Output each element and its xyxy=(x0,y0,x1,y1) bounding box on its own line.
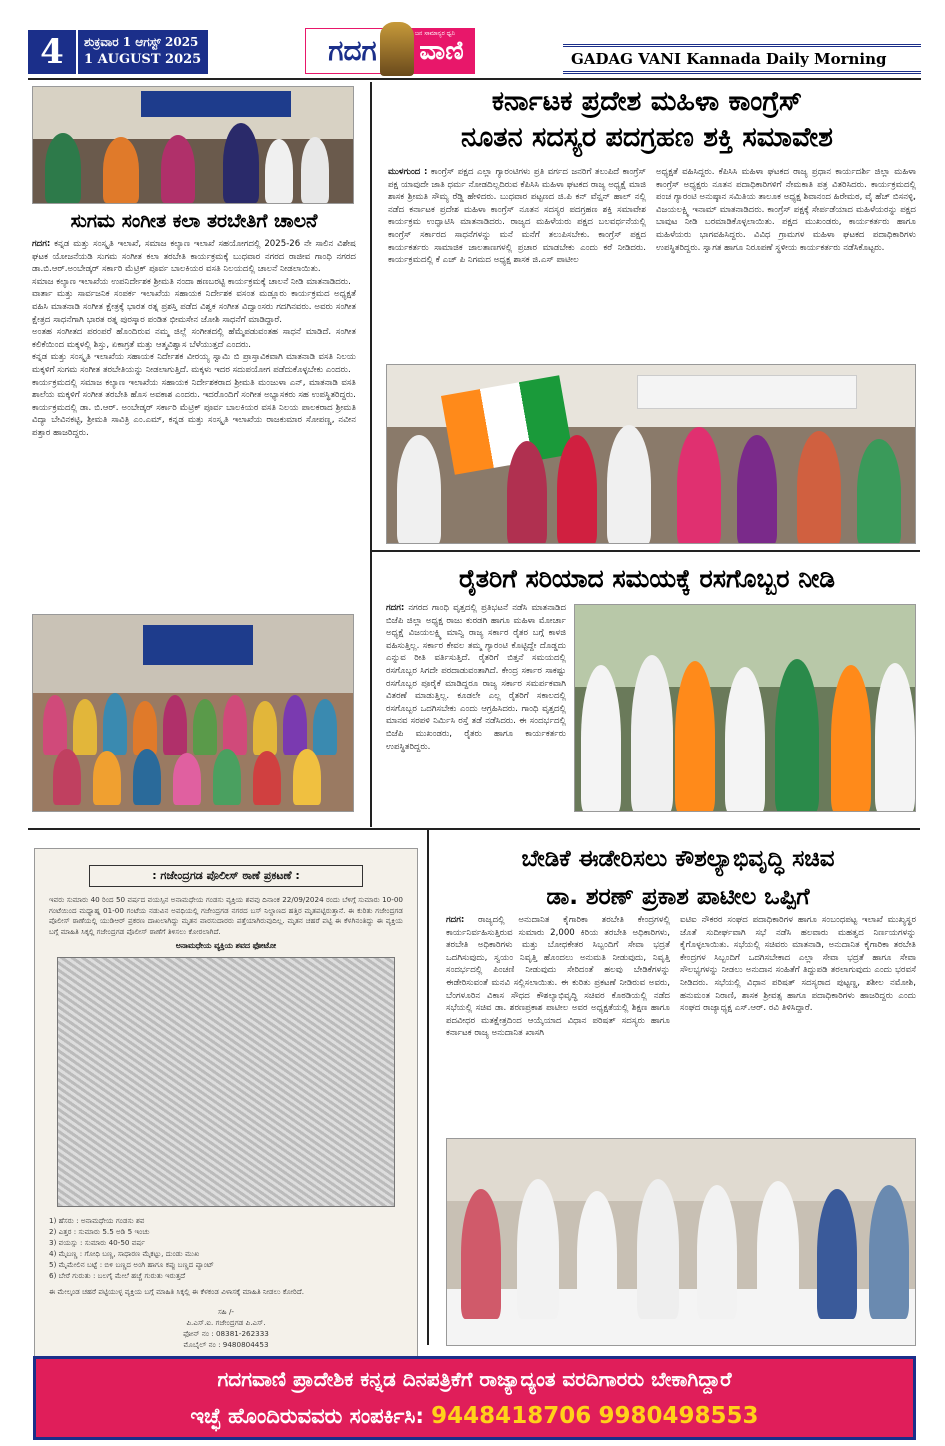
music-paragraph: ಕಾರ್ಯಕ್ರಮದಲ್ಲಿ ಡಾ. ಬಿ.ಆರ್. ಅಂಬೇಡ್ಕರ್ ಸರ್ಕಾರಿ ಮೆಟ್ರಿಕ್ ಪೂರ್ವ ಬಾಲಕಿಯರ ವಸತಿ ನಿಲಯ ಪಾಲಕರಾದ ಶ್ರೀಮತಿ ವಿದ್ಯಾ ಬೇವಿನಕಟ್ಟಿ, ಶ್ರೀಮತಿ ಸಾವಿತ್ರಿ ಎಂ.ಎಮ್, ಕನ್ನಡ ಮತ್ತು ಸಂಸ್ಕೃತಿ ಇಲಾಖೆಯ ರಾಜಕುಮಾರ ಸೋಪಣ್ಣ, ನವೀನ ಪತ್ತಾರ ಹಾಜರಿದ್ದರು. xyxy=(32,402,356,438)
column-divider xyxy=(427,830,429,1345)
notice-sign-line: ಮೊಬೈಲ್ ನಂ : 9480804453 xyxy=(183,1339,269,1349)
music-paragraph: ಸಮಾಜ ಕಲ್ಯಾಣ ಇಲಾಖೆಯ ಉಪನಿರ್ದೇಶಕ ಶ್ರೀಮತಿ ನಂದಾ ಹಣಬರಟ್ಟಿ ಕಾರ್ಯಕ್ರಮಕ್ಕೆ ಚಾಲನೆ ನೀಡಿ ಮಾತನಾಡಿದರು. xyxy=(32,276,351,287)
notice-photo-caption: ಅನಾಮಧೇಯ ವ್ಯಕ್ತಿಯ ಶವದ ಫೋಟೋ xyxy=(175,941,277,951)
logo-text-left: ಗದಗ xyxy=(305,28,400,74)
music-headline: ಸುಗಮ ಸಂಗೀತ ಕಲಾ ತರಬೇತಿಗೆ ಚಾಲನೆ xyxy=(70,210,318,232)
page-number: 4 xyxy=(28,30,76,74)
notice-sign-line: ಸಹಿ /- xyxy=(217,1306,235,1316)
music-paragraph: ಅಂತಹ ಸಂಗೀತದ ಪರಂಪರೆ ಹೊಂದಿರುವ ನಮ್ಮ ಜಿಲ್ಲೆ ಸಂಗೀತದಲ್ಲಿ ಹೆಮ್ಮೆಪಡುವಂತಹ ಸಾಧನೆ ಮಾಡಿದೆ. ಸಂಗೀತ ಕಲಿಕೆಯಿಂದ ಮಕ್ಕಳಲ್ಲಿ ಶಿಸ್ತು, ಏಕಾಗ್ರತೆ ಮತ್ತು ಆತ್ಮವಿಶ್ವಾಸ ಬೆಳೆಯುತ್ತದೆ ಎಂದರು. xyxy=(32,327,356,350)
logo-tagline: ಜನ ಸಾಮಾನ್ಯರ ಧ್ವನಿ xyxy=(415,30,455,37)
issue-date xyxy=(78,30,208,74)
masthead xyxy=(0,0,945,78)
music-paragraph: ಕನ್ನಡ ಮತ್ತು ಸಂಸ್ಕೃತಿ ಇಲಾಖೆ, ಸಮಾಜ ಕಲ್ಯಾಣ ಇಲಾಖೆ ಸಹಯೋಗದಲ್ಲಿ 2025-26 ನೇ ಸಾಲಿನ ವಿಶೇಷ ಘಟಕ ಯೋಜನೆಯಡಿ ಸುಗಮ ಸಂಗೀತ ಕಲಾ ತರಬೇತಿ ಕಾರ್ಯಕ್ರಮಕ್ಕೆ ಬುಧವಾರ ನಗರದ ರಾಜೀವ ಗಾಂಧಿ ನಗರದ ಡಾ.ಬಿ.ಆರ್.ಅಂಬೇಡ್ಕರ್ ಸರ್ಕಾರಿ ಮೆಟ್ರಿಕ್ ಪೂರ್ವ ಬಾಲಕಿಯರ ವಸತಿ ನಿಲಯದಲ್ಲಿ ಚಾಲನೆ ನೀಡಲಾಯಿತು. xyxy=(32,239,356,275)
notice-detail-item: 6) ಬೇರೆ ಗುರುತು : ಬಲಗೈ ಮೇಲೆ ಹಚ್ಚೆ ಗುರುತು ಇರುತ್ತದೆ xyxy=(49,1271,186,1281)
section-divider xyxy=(28,828,920,830)
music-paragraph: ಕಾರ್ಯಕ್ರಮದಲ್ಲಿ ಸಮಾಜ ಕಲ್ಯಾಣ ಇಲಾಖೆಯ ಸಹಾಯಕ ನಿರ್ದೇಶಕರಾದ ಶ್ರೀಮತಿ ಮಂಜುಳಾ ಎನ್, ಮಾತನಾಡಿ ವಸತಿ ಶಾಲೆಯ ಮಕ್ಕಳಿಗೆ ಸಂಗೀತ ತರಬೇತಿ ಹೊಸ ಅವಕಾಶ ಎಂದರು. ಇದರೊಂದಿಗೆ ಸಂಗೀತ ಅಭ್ಯಾಸಕರು ಸಹ ಉಪಸ್ಥಿತರಿದ್ದರು. xyxy=(32,377,356,401)
minister-headline-line1: ಬೇಡಿಕೆ ಈಡೇರಿಸಲು ಕೌಶಲ್ಯಾಭಿವೃದ್ಧಿ ಸಚಿವ xyxy=(521,846,835,872)
fertilizer-headline: ರೈತರಿಗೆ ಸರಿಯಾದ ಸಮಯಕ್ಕೆ ರಸಗೊಬ್ಬರ ನೀಡಿ xyxy=(458,564,836,593)
fertilizer-protest-photo xyxy=(574,604,916,812)
minister-meeting-photo xyxy=(446,1138,916,1346)
issue-date-kannada: ಶುಕ್ರವಾರ 1 ಆಗಸ್ಟ್ 2025 xyxy=(84,35,199,49)
congress-dateline: ಮುಳಗುಂದ : xyxy=(388,167,428,177)
notice-detail-item: 4) ಮೈಬಣ್ಣ : ಗೋಧಿ ಬಣ್ಣ, ಸಾಧಾರಣ ಮೈಕಟ್ಟು, ದುಂಡು ಮುಖ xyxy=(49,1249,200,1259)
fertilizer-text: ನಗರದ ಗಾಂಧಿ ವೃತ್ತದಲ್ಲಿ ಪ್ರತಿಭಟನೆ ನಡೆಸಿ ಮಾತನಾಡಿದ ಬಿಜೆಪಿ ಜಿಲ್ಲಾ ಅಧ್ಯಕ್ಷ ರಾಜು ಕುರಡಗಿ ಹಾಗೂ ಮಹಿಳಾ ಮೋರ್ಚಾ ಅಧ್ಯಕ್ಷೆ ವಿಜಯಲಕ್ಷ್ಮಿ ಮಾನ್ವಿ ರಾಜ್ಯ ಸರ್ಕಾರ ರೈತರ ಬಗ್ಗೆ ಕಾಳಜಿ ವಹಿಸುತ್ತಿಲ್ಲ. ಸರ್ಕಾರ ಕೇವಲ ತಮ್ಮ ಗ್ಯಾರಂಟಿ ಕೊಟ್ಟಿದ್ದೇ ದೊಡ್ಡದು ಎನ್ನುವ ರೀತಿ ವರ್ತಿಸುತ್ತಿದೆ. ರೈತರಿಗೆ ಬಿತ್ತನೆ ಸಮಯದಲ್ಲಿ ರಸಗೊಬ್ಬರ ಸಿಗದೇ ಪರದಾಡುವಂತಾಗಿದೆ. ಕೇಂದ್ರ ಸರ್ಕಾರ ಸಾಕಷ್ಟು ರಸಗೊಬ್ಬರ ಪೂರೈಕೆ ಮಾಡಿದ್ದರೂ ರಾಜ್ಯ ಸರ್ಕಾರ ಸಮರ್ಪಕವಾಗಿ ವಿತರಣೆ ಮಾಡುತ್ತಿಲ್ಲ. ಕೂಡಲೇ ಎಲ್ಲ ರೈತರಿಗೆ ಸಕಾಲದಲ್ಲಿ ರಸಗೊಬ್ಬರ ಒದಗಿಸಬೇಕು ಎಂದು ಆಗ್ರಹಿಸಿದರು. ಗಾಂಧಿ ವೃತ್ತದಲ್ಲಿ ಮಾನವ ಸರಪಳಿ ನಿರ್ಮಿಸಿ ರಸ್ತೆ ತಡೆ ನಡೆಸಿದರು. ಈ ಸಂದರ್ಭದಲ್ಲಿ ಬಿಜೆಪಿ ಮುಖಂಡರು, ರೈತರು ಹಾಗೂ ಕಾರ್ಯಕರ್ತರು ಉಪಸ್ಥಿತರಿದ್ದರು. xyxy=(386,603,566,752)
music-article-body xyxy=(32,238,356,608)
music-dateline: ಗದಗ: xyxy=(32,239,51,249)
notice-detail-item: 3) ವಯಸ್ಸು : ಸುಮಾರು 40-50 ವರ್ಷ xyxy=(49,1238,145,1248)
minister-dateline: ಗದಗ: xyxy=(446,915,465,925)
notice-details-list xyxy=(49,1215,403,1281)
music-stage-photo xyxy=(32,86,354,204)
masthead-rule xyxy=(28,78,921,80)
notice-intro: ಇವರು ಸುಮಾರು 40 ರಿಂದ 50 ವರ್ಷದ ವಯಸ್ಸಿನ ಅನಾಮಧೇಯ ಗಂಡಸು ವ್ಯಕ್ತಿಯ ಶವವು ದಿನಾಂಕ 22/09/2024 ರಂದು ಬೆಳಿಗ್ಗೆ ಸುಮಾರು 10-00 ಗಂಟೆಯಿಂದ ಮಧ್ಯಾಹ್ನ 01-00 ಗಂಟೆಯ ನಡುವಿನ ಅವಧಿಯಲ್ಲಿ ಗಜೇಂದ್ರಗಡ ನಗರದ ಬಸ್ ನಿಲ್ದಾಣದ ಹತ್ತಿರ ಮೃತಪಟ್ಟಿರುತ್ತಾನೆ. ಈ ಕುರಿತು ಗಜೇಂದ್ರಗಡ ಪೊಲೀಸ್ ಠಾಣೆಯಲ್ಲಿ ಯುಡಿಆರ್ ಪ್ರಕರಣ ದಾಖಲಾಗಿದ್ದು ಮೃತನ ವಾರಸುದಾರರು ಪತ್ತೆಯಾಗಿರುವುದಿಲ್ಲ. ಮೃತನ ಚಹರೆ ಪಟ್ಟಿ ಈ ಕೆಳಗಿನಂತಿದ್ದು ಈ ವ್ಯಕ್ತಿಯ ಬಗ್ಗೆ ಮಾಹಿತಿ ಸಿಕ್ಕಲ್ಲಿ ಗಜೇಂದ್ರಗಡ ಪೊಲೀಸ್ ಠಾಣೆಗೆ ತಿಳಿಸಲು ಕೋರಲಾಗಿದೆ. xyxy=(49,895,403,936)
notice-detail-item: 5) ಮೈಮೇಲಿನ ಬಟ್ಟೆ : ಬಿಳಿ ಬಣ್ಣದ ಅಂಗಿ ಹಾಗೂ ಕಪ್ಪು ಬಣ್ಣದ ಪ್ಯಾಂಟ್ xyxy=(49,1260,214,1270)
music-paragraph: ಕನ್ನಡ ಮತ್ತು ಸಂಸ್ಕೃತಿ ಇಲಾಖೆಯ ಸಹಾಯಕ ನಿರ್ದೇಶಕ ವೀರಯ್ಯ ಸ್ವಾಮಿ ಬಿ ಪ್ರಾಸ್ತಾವಿಕವಾಗಿ ಮಾತನಾಡಿ ವಸತಿ ನಿಲಯ ಮಕ್ಕಳಿಗೆ ಸುಗಮ ಸಂಗೀತ ತರಬೇತಿಯನ್ನು ನೀಡಲಾಗುತ್ತಿದೆ. ಮಕ್ಕಳು ಇದರ ಸದುಪಯೋಗ ಪಡೆದುಕೊಳ್ಳಬೇಕು ಎಂದರು. xyxy=(32,352,356,375)
column-divider xyxy=(370,82,372,827)
music-students-photo xyxy=(32,614,354,812)
section-divider xyxy=(372,550,920,552)
issue-date-english: 1 AUGUST 2025 xyxy=(84,52,202,67)
classified-banner xyxy=(33,1356,916,1440)
notice-sign-line: ಫೋನ್ ನಂ : 08381-262333 xyxy=(183,1328,269,1338)
banner-phone-1[interactable]: 9448418706 xyxy=(431,1403,592,1429)
banner-line1: ಗದಗವಾಣಿ ಪ್ರಾದೇಶಿಕ ಕನ್ನಡ ದಿನಪತ್ರಿಕೆಗೆ ರಾಜ್ಯಾದ್ಯಂತ ವರದಿಗಾರರು ಬೇಕಾಗಿದ್ದಾರೆ xyxy=(217,1367,732,1391)
notice-detail-item: 1) ಹೆಸರು : ಅನಾಮಧೇಯ ಗಂಡಸು ಶವ xyxy=(49,1216,145,1226)
notice-title: : ಗಜೇಂದ್ರಗಡ ಪೊಲೀಸ್ ಠಾಣೆ ಪ್ರಕಟಣೆ : xyxy=(89,865,363,887)
notice-detail-item: 2) ಎತ್ತರ : ಸುಮಾರು 5.5 ಅಡಿ 5 ಇಂಚು xyxy=(49,1227,150,1237)
notice-photo xyxy=(57,957,395,1207)
minister-body-col1 xyxy=(446,914,670,1136)
minister-text-col2: ಐಟಿಐ ನೌಕರರ ಸಂಘದ ಪದಾಧಿಕಾರಿಗಳ ಹಾಗೂ ಸಂಬಂಧಪಟ್ಟ ಇಲಾಖೆ ಮುಖ್ಯಸ್ಥರ ಜೊತೆ ಸುದೀರ್ಘವಾಗಿ ಸಭೆ ನಡೆಸಿ ಹಲವಾರು ಮಹತ್ವದ ನಿರ್ಣಯಗಳನ್ನು ಕೈಗೊಳ್ಳಲಾಯಿತು. ಸಭೆಯಲ್ಲಿ ಸಚಿವರು ಮಾತನಾಡಿ, ಅನುದಾನಿತ ಕೈಗಾರಿಕಾ ತರಬೇತಿ ಕೇಂದ್ರಗಳ ಸಿಬ್ಬಂದಿಗೆ ಒದಗಿಸಬೇಕಾದ ಎಲ್ಲಾ ಸೇವಾ ಭದ್ರತೆ ಹಾಗೂ ಸೇವಾ ಸೌಲಭ್ಯಗಳನ್ನು ನೀಡಲು ಅನುದಾನ ಸಂಹಿತೆಗೆ ತಿದ್ದುಪಡಿ ತರಲಾಗುವುದು ಎಂದು ಭರವಸೆ ನೀಡಿದರು. ಸಭೆಯಲ್ಲಿ ವಿಧಾನ ಪರಿಷತ್ ಸದಸ್ಯರಾದ ಪುಟ್ಟಣ್ಣ, ಶಶೀಲ ನಮೋಶಿ, ಹನುಮಂತ ನಿರಾಣಿ, ಶಾಸಕ ಶ್ರೀವತ್ಸ ಹಾಗೂ ಪದಾಧಿಕಾರಿಗಳು ಹಾಜರಿದ್ದರು ಎಂದು ಸಂಘದ ರಾಜ್ಯಾಧ್ಯಕ್ಷ ಎಸ್.ಆರ್. ರವಿ ತಿಳಿಸಿದ್ದಾರೆ. xyxy=(680,915,916,1014)
congress-body-col1 xyxy=(388,166,646,358)
banner-phone-2[interactable]: 9980498553 xyxy=(598,1403,759,1429)
fertilizer-dateline: ಗದಗ: xyxy=(386,603,405,613)
congress-text-col2: ಅಧ್ಯಕ್ಷತೆ ವಹಿಸಿದ್ದರು. ಕೆಪಿಸಿಸಿ ಮಹಿಳಾ ಘಟಕದ ರಾಜ್ಯ ಪ್ರಧಾನ ಕಾರ್ಯದರ್ಶಿ ಜಿಲ್ಲಾ ಮಹಿಳಾ ಕಾಂಗ್ರೆಸ್ ಅಧ್ಯಕ್ಷರು ನೂತನ ಪದಾಧಿಕಾರಿಗಳಿಗೆ ನೇಮಕಾತಿ ಪತ್ರ ವಿತರಿಸಿದರು. ಕಾರ್ಯಕ್ರಮದಲ್ಲಿ ಪಂಚ ಗ್ಯಾರಂಟಿ ಅನುಷ್ಠಾನ ಸಮಿತಿಯ ತಾಲೂಕ ಅಧ್ಯಕ್ಷ ಶಿವಾನಂದ ಹಿರೇಮಠ, ವೈ ಹೆಚ್ ಬಿಸನಳ್ಳಿ, ವಿಜಯಲಕ್ಷ್ಮಿ ಇನಾಮ್ ಮಾತನಾಡಿದರು. ಕಾಂಗ್ರೆಸ್ ಪಕ್ಷಕ್ಕೆ ಸೇರ್ಪಡೆಯಾದ ಮಹಿಳೆಯರನ್ನು ಪಕ್ಷದ ಬಾವುಟ ನೀಡಿ ಬರಮಾಡಿಕೊಳ್ಳಲಾಯಿತು. ಪಕ್ಷದ ಮುಖಂಡರು, ಕಾರ್ಯಕರ್ತರು ಹಾಗೂ ಮಹಿಳೆಯರು ಭಾಗವಹಿಸಿದ್ದರು. ವಿವಿಧ ಗ್ರಾಮಗಳ ಮಹಿಳಾ ಘಟಕದ ಪದಾಧಿಕಾರಿಗಳು ಉಪಸ್ಥಿತರಿದ್ದರು. ಸ್ವಾಗತ ಹಾಗೂ ನಿರೂಪಣೆ ಸ್ಥಳೀಯ ಕಾರ್ಯಕರ್ತರು ನಡೆಸಿಕೊಟ್ಟರು. xyxy=(656,167,916,253)
banner-line2 xyxy=(36,1403,913,1429)
congress-body-col2 xyxy=(656,166,916,358)
masthead-title: GADAG VANI Kannada Daily Morning xyxy=(563,44,921,74)
fertilizer-article-body xyxy=(386,602,566,812)
music-paragraph: ವಾರ್ತಾ ಮತ್ತು ಸಾರ್ವಜನಿಕ ಸಂಪರ್ಕ ಇಲಾಖೆಯ ಸಹಾಯಕ ನಿರ್ದೇಶಕ ವಸಂತ ಮಡ್ಲೂರು ಕಾರ್ಯಕ್ರಮದ ಅಧ್ಯಕ್ಷತೆ ವಹಿಸಿ ಮಾತನಾಡಿ ಸಂಗೀತ ಕ್ಷೇತ್ರಕ್ಕೆ ಭಾರತ ರತ್ನ ಪ್ರಶಸ್ತಿ ಪಡೆದ ವಿಶ್ವಕ ಸಂಗೀತ ವಿದ್ವಾಂಸರು ಗದಗಿನವರು. ಅವರು ಸಂಗೀತ ಕ್ಷೇತ್ರದ ಸಾಧನೆಗಾಗಿ ಭಾರತ ರತ್ನ ಪುರಸ್ಕಾರ ಪಂಡಿತ ಭೀಮಸೇನ ಜೋಶಿ ಸಾಧನೆಗೆ ಮಾಡಿದ್ದಾರೆ. xyxy=(32,289,356,325)
congress-text-col1: ಕಾಂಗ್ರೆಸ್ ಪಕ್ಷದ ಎಲ್ಲಾ ಗ್ಯಾರಂಟಿಗಳು ಪ್ರತಿ ವರ್ಗದ ಜನರಿಗೆ ತಲುಪಿದೆ ಕಾಂಗ್ರೆಸ್ ಪಕ್ಷ ಯಾವುದೇ ಜಾತಿ ಧರ್ಮ ನೋಡದಿಲ್ಲದಿರುವ ಕೆಪಿಸಿಸಿ ಮಹಿಳಾ ಘಟಕದ ರಾಜ್ಯ ಅಧ್ಯಕ್ಷೆ ಮಾಜಿ ಶಾಸಕ ಶ್ರೀಮತಿ ಸೌಮ್ಯ ರೆಡ್ಡಿ ಹೇಳಿದರು. ಬುಧವಾರ ಪಟ್ಟಣದ ಜಿ.ಪಿ ಕನ್ ವೆನ್ಷನ್ ಹಾಲ್ ನಲ್ಲಿ ನಡೆದ ಕರ್ನಾಟಕ ಪ್ರದೇಶ ಮಹಿಳಾ ಕಾಂಗ್ರೆಸ್ ನೂತನ ಸದಸ್ಯರ ಪದಗ್ರಹಣ ಶಕ್ತಿ ಸಮಾವೇಶ ಕಾರ್ಯಕ್ರಮ ಉದ್ಘಾಟಿಸಿ ಮಾತನಾಡಿದರು. ರಾಜ್ಯದ ಮಹಿಳೆಯರು ಪಕ್ಷದ ಬಲವರ್ಧನೆಯಲ್ಲಿ ಕಾಂಗ್ರೆಸ್ ಸರ್ಕಾರದ ಸಾಧನೆಗಳನ್ನು ಮನೆ ಮನೆಗೆ ತಲುಪಿಸಬೇಕು. ಕಾಂಗ್ರೆಸ್ ಪಕ್ಷದ ಕಾರ್ಯಕರ್ತರು ಸಾಮಾಜಿಕ ಜಾಲತಾಣಗಳಲ್ಲಿ ಪ್ರಚಾರ ಮಾಡಬೇಕು ಎಂದು ಕರೆ ನೀಡಿದರು. ಕಾರ್ಯಕ್ರಮದಲ್ಲಿ ಕೆ ಎಚ್ ಪಿ ನಿಗಮದ ಅಧ್ಯಕ್ಷ ಶಾಸಕ ಜಿ.ಎಸ್ ಪಾಟೀಲ xyxy=(388,167,646,266)
banner-contact-label: ಇಚ್ಛೆ ಹೊಂದಿರುವವರು ಸಂಪರ್ಕಿಸಿ: xyxy=(190,1404,424,1428)
minister-text-col1: ರಾಜ್ಯದಲ್ಲಿ ಅನುದಾನಿತ ಕೈಗಾರಿಕಾ ತರಬೇತಿ ಕೇಂದ್ರಗಳಲ್ಲಿ ಕಾರ್ಯನಿರ್ವಹಿಸುತ್ತಿರುವ ಸುಮಾರು 2,000 ಕಿರಿಯ ತರಬೇತಿ ಅಧಿಕಾರಿಗಳು, ತರಬೇತಿ ಅಧಿಕಾರಿಗಳು ಮತ್ತು ಬೋಧಕೇತರ ಸಿಬ್ಬಂದಿಗೆ ಸೇವಾ ಭದ್ರತೆ ಒದಗಿಸುವುದು, ಸ್ವಯಂ ನಿವೃತ್ತಿ ಹೊಂದಲು ಅನುಮತಿ ನೀಡುವುದು, ನಿವೃತ್ತಿ ಸಂದರ್ಭದಲ್ಲಿ ಪಿಂಚಣಿ ನೀಡುವುದು ಸೇರಿದಂತೆ ಹಲವು ಬೇಡಿಕೆಗಳನ್ನು ಈಡೇರಿಸುವಂತೆ ಮನವಿ ಸಲ್ಲಿಸಲಾಯಿತು. ಈ ಕುರಿತು ಪ್ರಕಟಣೆ ನೀಡಿರುವ ಅವರು, ಬೆಂಗಳೂರಿನ ವಿಕಾಸ ಸೌಧದ ಕೌಶಲ್ಯಾಭಿವೃದ್ಧಿ ಸಚಿವರ ಕೊಠಡಿಯಲ್ಲಿ ನಡೆದ ಸಭೆಯಲ್ಲಿ ಸಚಿವ ಡಾ. ಶರಣಪ್ರಕಾಶ ಪಾಟೀಲ ಅವರ ಅಧ್ಯಕ್ಷತೆಯಲ್ಲಿ ಶಿಕ್ಷಣ ಹಾಗೂ ಪದವೀಧರ ಮತಕ್ಷೇತ್ರದಿಂದ ಆಯ್ಕೆಯಾದ ವಿಧಾನ ಪರಿಷತ್ ಸದಸ್ಯರು ಹಾಗೂ ಕರ್ನಾಟಕ ರಾಜ್ಯ ಅನುದಾನಿತ ಖಾಸಗಿ xyxy=(446,915,670,1039)
notice-sign-line: ಪಿ.ಎಸ್.ಐ. ಗಜೇಂದ್ರಗಡ ಪಿ.ಎಸ್. xyxy=(186,1317,266,1327)
police-notice xyxy=(34,848,418,1438)
congress-headline-line1: ಕರ್ನಾಟಕ ಪ್ರದೇಶ ಮಹಿಳಾ ಕಾಂಗ್ರೆಸ್ xyxy=(491,86,803,117)
congress-headline xyxy=(378,84,916,156)
minister-headline xyxy=(436,840,920,916)
minister-body-col2 xyxy=(680,914,916,1136)
logo-text-right: ವಾಣಿ xyxy=(419,36,464,66)
congress-event-photo xyxy=(386,364,916,544)
minister-headline-line2: ಡಾ. ಶರಣ್ ಪ್ರಕಾಶ ಪಾಟೀಲ ಒಪ್ಪಿಗೆ xyxy=(546,884,810,910)
congress-headline-line2: ನೂತನ ಸದಸ್ಯರ ಪದಗ್ರಹಣ ಶಕ್ತಿ ಸಮಾವೇಶ xyxy=(461,122,833,153)
notice-signature xyxy=(49,1306,403,1350)
notice-footer: ಈ ಮೇಲ್ಕಂಡ ಚಹರೆ ಪಟ್ಟಿಯುಳ್ಳ ವ್ಯಕ್ತಿಯ ಬಗ್ಗೆ ಮಾಹಿತಿ ಸಿಕ್ಕಲ್ಲಿ ಈ ಕೆಳಕಂಡ ವಿಳಾಸಕ್ಕೆ ಮಾಹಿತಿ ನೀಡಲು ಕೋರಿದೆ. xyxy=(49,1287,305,1297)
